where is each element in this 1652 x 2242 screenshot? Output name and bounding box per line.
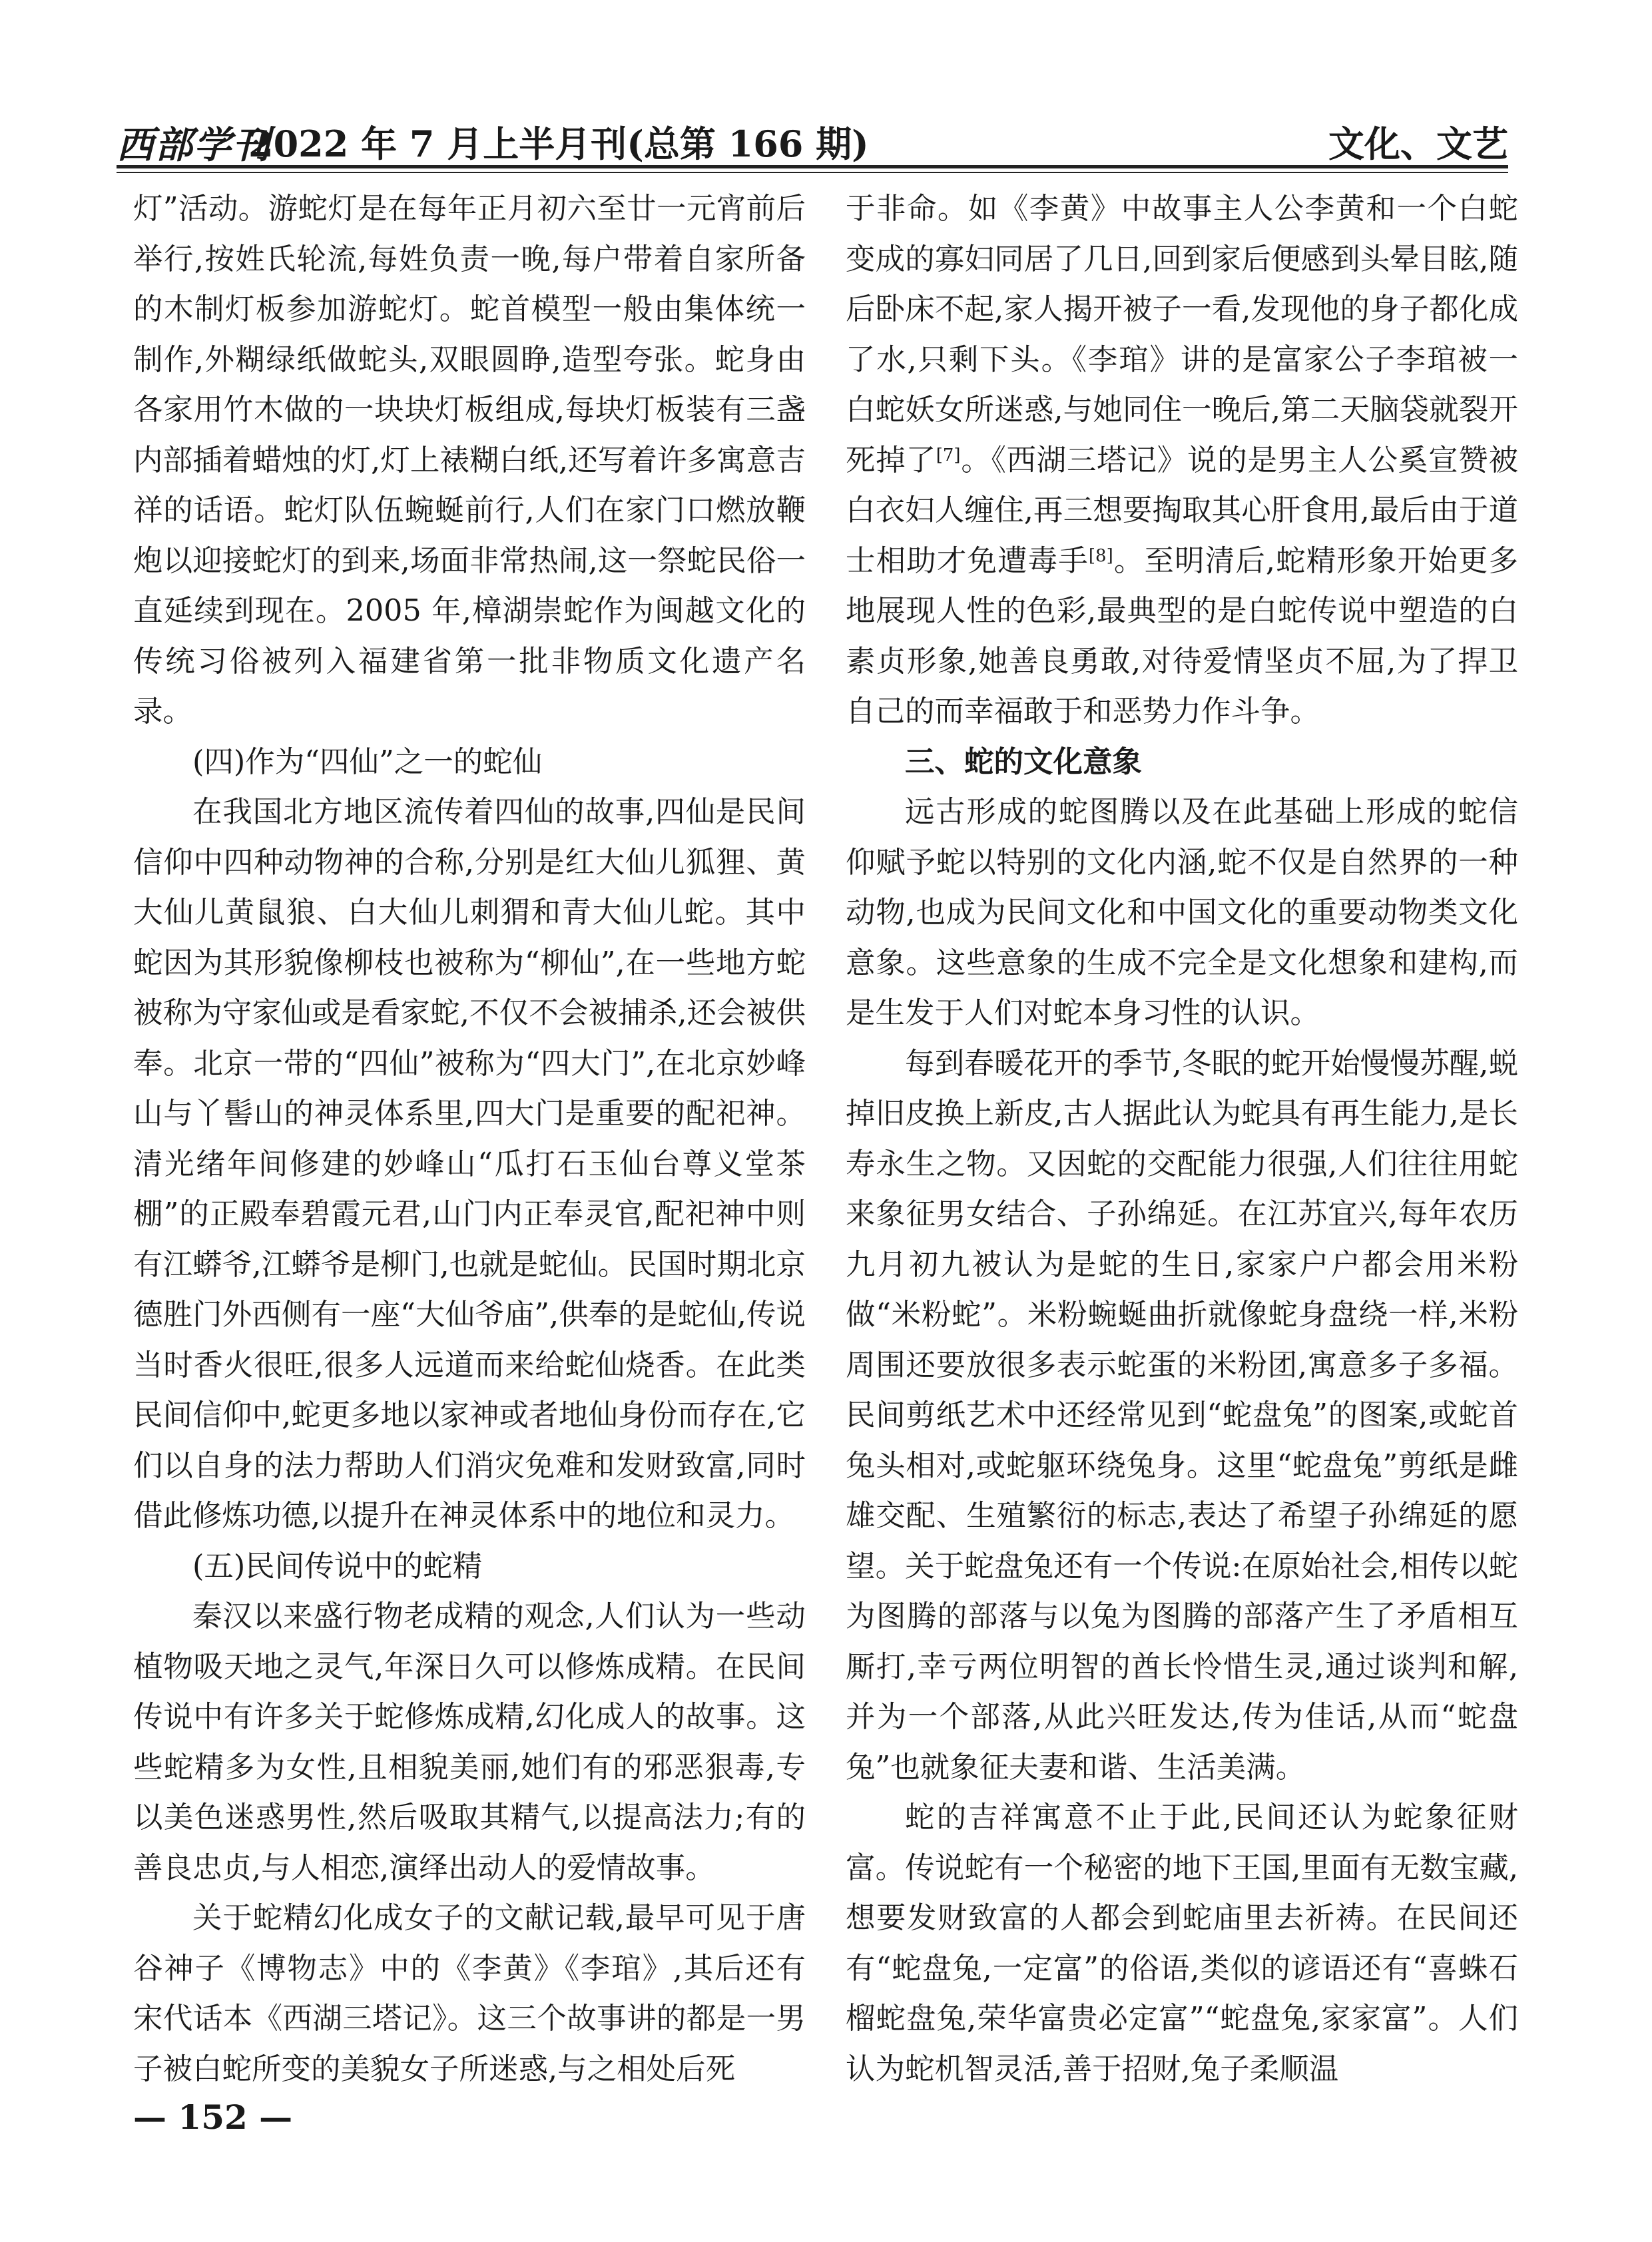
paragraph: 在我国北方地区流传着四仙的故事,四仙是民间信仰中四种动物神的合称,分别是红大仙儿狐狸、黄大仙儿黄鼠狼、白大仙儿刺猬和青大仙儿蛇。其中蛇因为其形貌像柳枝也被称为“柳仙”,在一些地方蛇被称为守家仙或是看家蛇,不仅不会被捕杀,还会被供奉。北京一带的“四仙”被称为“四大门”,在北京妙峰山与丫髻山的神灵体系里,四大门是重要的配祀神。清光绪年间修建的妙峰山“瓜打石玉仙台尊义堂茶棚”的正殿奉碧霞元君,山门内正奉灵官,配祀神中则有江蟒爷,江蟒爷是柳门,也就是蛇仙。民国时期北京德胜门外西侧有一座“大仙爷庙”,供奉的是蛇仙,传说当时香火很旺,很多人远道而来给蛇仙烧香。在此类民间信仰中,蛇更多地以家神或者地仙身份而存在,它们以自身的法力帮助人们消灾免难和发财致富,同时借此修炼功德,以提升在神灵体系中的地位和灵力。: [133, 795, 806, 1533]
text-run: 。《西湖三塔记》说的是男主人公奚宣赞被白衣妇人缠住,再三想要掏取其心肝食用,最后由于道士相助才免遭毒手: [846, 443, 1518, 578]
citation-8: [8]: [1088, 545, 1113, 566]
journal-logo: 西部学刊: [117, 123, 271, 167]
paragraph: 秦汉以来盛行物老成精的观念,人们认为一些动植物吸天地之灵气,年深日久可以修炼成精。在民间传说中有许多关于蛇修炼成精,幻化成人的故事。这些蛇精多为女性,且相貌美丽,她们有的邪恶狠毒,专以美色迷惑男性,然后吸取其精气,以提高法力;有的善良忠贞,与人相恋,演绎出动人的爱情故事。: [133, 1599, 806, 1885]
paragraph: 灯”活动。游蛇灯是在每年正月初六至廿一元宵前后举行,按姓氏轮流,每姓负责一晚,每户带着自家所备的木制灯板参加游蛇灯。蛇首模型一般由集体统一制作,外糊绿纸做蛇头,双眼圆睁,造型夸张。蛇身由各家用竹木做的一块块灯板组成,每块灯板装有三盏内部插着蜡烛的灯,灯上裱糊白纸,还写着许多寓意吉祥的话语。蛇灯队伍蜿蜒前行,人们在家门口燃放鞭炮以迎接蛇灯的到来,场面非常热闹,这一祭蛇民俗一直延续到现在。2005 年,樟湖崇蛇作为闽越文化的传统习俗被列入福建省第一批非物质文化遗产名录。: [133, 192, 806, 728]
header-rule: [117, 165, 1508, 168]
section-name: 文化、文艺: [1328, 123, 1508, 165]
paragraph: [846, 184, 1518, 737]
subsection-heading: (五)民间传说中的蛇精: [192, 1549, 483, 1583]
section-heading: 三、蛇的文化意象: [905, 744, 1143, 779]
paragraph: 蛇的吉祥寓意不止于此,民间还认为蛇象征财富。传说蛇有一个秘密的地下王国,里面有无数宝藏,想要发财致富的人都会到蛇庙里去祈祷。在民间还有“蛇盘兔,一定富”的俗语,类似的谚语还有“喜蛛石榴蛇盘兔,荣华富贵必定富”“蛇盘兔,家家富”。人们认为蛇机智灵活,善于招财,兔子柔顺温: [846, 1801, 1518, 2086]
header-rule-thin: [117, 172, 1508, 173]
citation-7: [7]: [936, 445, 961, 465]
left-column: [133, 184, 806, 2094]
text-run: 。至明清后,蛇精形象开始更多地展现人性的色彩,最典型的是白蛇传说中塑造的白素贞形象,她善良勇敢,对待爱情坚贞不屈,为了捍卫自己的而幸福敢于和恶势力作斗争。: [846, 543, 1518, 728]
right-column: [846, 184, 1518, 2094]
journal-issue: 2022 年 7 月上半月刊(总第 166 期): [248, 123, 869, 165]
page-number: — 152 —: [133, 2098, 293, 2137]
paragraph: 关于蛇精幻化成女子的文献记载,最早可见于唐谷神子《博物志》中的《李黄》《李琯》,其后还有宋代话本《西湖三塔记》。这三个故事讲的都是一男子被白蛇所变的美貌女子所迷惑,与之相处后死: [133, 1901, 806, 2086]
paragraph: 每到春暖花开的季节,冬眠的蛇开始慢慢苏醒,蜕掉旧皮换上新皮,古人据此认为蛇具有再生能力,是长寿永生之物。又因蛇的交配能力很强,人们往往用蛇来象征男女结合、子孙绵延。在江苏宜兴,每年农历九月初九被认为是蛇的生日,家家户户都会用米粉做“米粉蛇”。米粉蜿蜒曲折就像蛇身盘绕一样,米粉周围还要放很多表示蛇蛋的米粉团,寓意多子多福。民间剪纸艺术中还经常见到“蛇盘兔”的图案,或蛇首兔头相对,或蛇躯环绕兔身。这里“蛇盘兔”剪纸是雌雄交配、生殖繁衍的标志,表达了希望子孙绵延的愿望。关于蛇盘兔还有一个传说:在原始社会,相传以蛇为图腾的部落与以兔为图腾的部落产生了矛盾相互厮打,幸亏两位明智的酋长怜惜生灵,通过谈判和解,并为一个部落,从此兴旺发达,传为佳话,从而“蛇盘兔”也就象征夫妻和谐、生活美满。: [846, 1046, 1518, 1785]
text-run: 于非命。如《李黄》中故事主人公李黄和一个白蛇变成的寡妇同居了几日,回到家后便感到头晕目眩,随后卧床不起,家人揭开被子一看,发现他的身子都化成了水,只剩下头。《李琯》讲的是富家公子李琯被一白蛇妖女所迷惑,与她同住一晚后,第二天脑袋就裂开死掉了: [846, 192, 1518, 477]
subsection-heading: (四)作为“四仙”之一的蛇仙: [192, 744, 543, 779]
paragraph: 远古形成的蛇图腾以及在此基础上形成的蛇信仰赋予蛇以特别的文化内涵,蛇不仅是自然界的一种动物,也成为民间文化和中国文化的重要动物类文化意象。这些意象的生成不完全是文化想象和建构,而是生发于人们对蛇本身习性的认识。: [846, 795, 1518, 1030]
page-header: [117, 112, 1508, 167]
